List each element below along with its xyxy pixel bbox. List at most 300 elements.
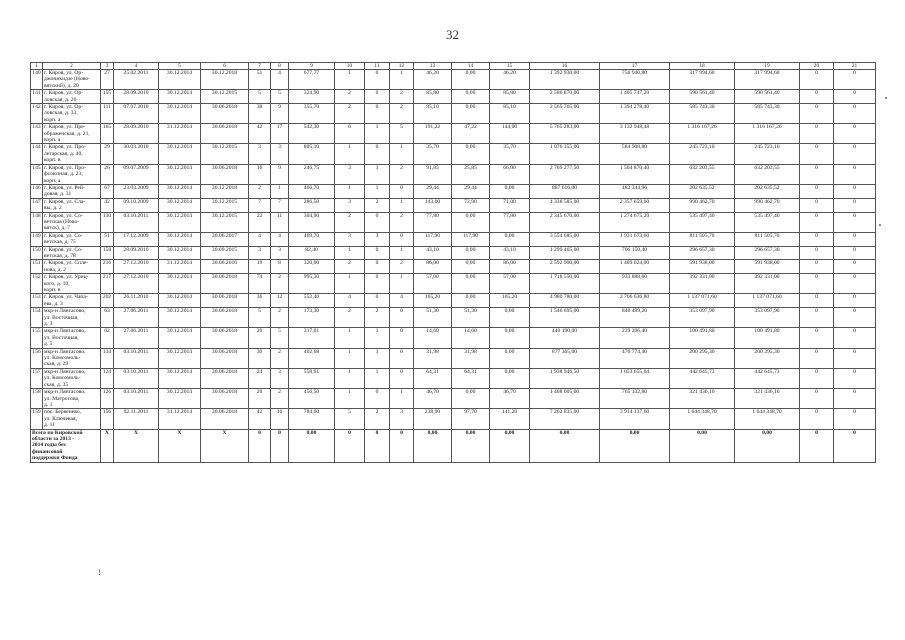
table-cell: 202 (101, 294, 114, 308)
table-cell: 157 (31, 368, 43, 388)
table-cell: 0 (365, 246, 390, 260)
table-cell: 811 505,70 (735, 232, 800, 246)
table-cell: 2 (365, 308, 390, 328)
table-cell: 31,98 (414, 348, 452, 368)
table-cell: 91,85 (414, 164, 452, 184)
total-cell: 0,00 (600, 429, 670, 462)
table-cell: 147 (31, 198, 43, 212)
column-number-cell: 12 (390, 63, 414, 70)
table-cell: 217 (101, 274, 114, 294)
table-cell: 2 (271, 389, 289, 409)
table-cell: 46,70 (414, 389, 452, 409)
table-cell: 3 (271, 368, 289, 388)
table-cell: 1 (365, 348, 390, 368)
table-cell: 1 546 695,00 (530, 308, 600, 328)
table-cell: 27.06.2011 (114, 328, 159, 348)
table-cell: 25.02.2011 (114, 70, 159, 90)
table-cell: 156 (31, 348, 43, 368)
column-number-cell: 17 (600, 63, 670, 70)
table-cell: 0 (365, 144, 390, 164)
table-cell: 1 409 024,00 (600, 260, 670, 274)
column-number-cell: 2 (43, 63, 101, 70)
table-cell: 0,00 (490, 232, 530, 246)
table-cell: 43,10 (490, 246, 530, 260)
table-cell: 9 (271, 104, 289, 124)
table-cell: 35,70 (414, 144, 452, 164)
table-cell: 0,00 (452, 274, 490, 294)
table-row (31, 70, 876, 90)
table-cell: 7 (249, 198, 271, 212)
table-cell: 0 (365, 104, 390, 124)
table-cell: 0 (834, 246, 876, 260)
table-cell: 124 (101, 368, 114, 388)
table-cell: 0 (800, 389, 834, 409)
table-cell: 35,70 (490, 144, 530, 164)
table-cell: 0,00 (452, 70, 490, 90)
address-cell: г. Киров, ул. Уриц- кого, д. 10, корп. в (43, 274, 101, 294)
table-cell: 30.12.2014 (159, 90, 201, 104)
table-cell: 0 (800, 308, 834, 328)
table-cell: 26 (101, 164, 114, 184)
table-row (31, 246, 876, 260)
table-cell: 202 635,52 (735, 184, 800, 198)
table-cell: 1 (365, 164, 390, 184)
table-cell: 85,80 (490, 90, 530, 104)
table-cell: 97,70 (452, 409, 490, 429)
table-cell: 09.10.2009 (114, 198, 159, 212)
table-cell: 165,20 (490, 294, 530, 308)
column-number-cell: 14 (452, 63, 490, 70)
table-cell: 0,00 (490, 308, 530, 328)
table-cell: 14,60 (452, 328, 490, 348)
table-row (31, 260, 876, 274)
table-cell: 1 931 673,60 (600, 232, 670, 246)
table-cell: 51 (249, 70, 271, 90)
table-cell: 20 (249, 389, 271, 409)
total-cell: 0 (365, 429, 390, 462)
table-cell: 1 408 005,00 (530, 389, 600, 409)
table-cell: 28.09.2010 (114, 246, 159, 260)
table-cell: 2 (271, 348, 289, 368)
table-cell: 4 (249, 232, 271, 246)
total-row (31, 429, 876, 462)
table-cell: 469,70 (289, 232, 335, 246)
table-cell: 86,00 (490, 260, 530, 274)
address-cell: мкр-н Лянгасово, ул. Матросова, д. 1 (43, 389, 101, 409)
table-cell: 51 (101, 232, 114, 246)
table-cell: 09.07.2009 (114, 164, 159, 184)
table-cell: 0 (365, 274, 390, 294)
table-cell: 0,00 (452, 294, 490, 308)
table-cell: 317,01 (289, 328, 335, 348)
table-cell: 165 (101, 124, 114, 144)
table-cell: 28.09.2010 (114, 90, 159, 104)
table-cell: 63 (101, 308, 114, 328)
table-cell: 0 (834, 274, 876, 294)
address-cell: мкр-н Лянгасово, ул. Восточная, д. 5 (43, 328, 101, 348)
table-cell: 155 (31, 328, 43, 348)
table-cell: 0 (390, 184, 414, 198)
table-cell: 143,00 (414, 198, 452, 212)
table-cell: 111 (101, 104, 114, 124)
table-cell: 840 499,20 (600, 308, 670, 328)
address-cell: г. Киров, ул. Со- ветская, д. 75 (43, 232, 101, 246)
table-cell: 535 497,40 (735, 212, 800, 232)
table-cell: 3 (271, 144, 289, 164)
table-cell: 0 (800, 124, 834, 144)
table-cell: 990 462,70 (670, 198, 735, 212)
table-cell: 887 616,00 (530, 184, 600, 198)
table-cell: 202 635,52 (670, 184, 735, 198)
table-row (31, 409, 876, 429)
table-cell: 117,90 (414, 232, 452, 246)
address-cell: г. Киров, ул. Про- фсоюзная, д. 23, корп. а (43, 164, 101, 184)
table-cell: 2 (249, 184, 271, 198)
table-cell: 3 (335, 164, 365, 184)
table-cell: 0 (800, 90, 834, 104)
table-row (31, 90, 876, 104)
table-cell: 3 (271, 246, 289, 260)
table-cell: 191,22 (414, 124, 452, 144)
table-cell: 158 (101, 246, 114, 260)
address-cell: г. Киров, ул. Спле- нова, д. 2 (43, 260, 101, 274)
table-cell: 30.06.2018 (201, 328, 249, 348)
table-cell: 0,00 (452, 104, 490, 124)
table-cell: 30.12.2014 (159, 368, 201, 388)
table-cell: 0 (800, 198, 834, 212)
table-cell: 30.12.2014 (159, 198, 201, 212)
table-cell: 1 (390, 389, 414, 409)
table-cell: 02.11.2011 (114, 409, 159, 429)
table-cell: 2 (335, 260, 365, 274)
table-cell: 3 (365, 232, 390, 246)
table-cell: 245 723,10 (735, 144, 800, 164)
table-cell: 156 (101, 409, 114, 429)
table-cell: 155 (101, 90, 114, 104)
table-cell: 245 723,10 (670, 144, 735, 164)
table-cell: 30.06.2018 (201, 164, 249, 184)
column-number-cell: 11 (365, 63, 390, 70)
table-cell: 1 938 946,50 (530, 368, 600, 388)
table-cell: 353 097,90 (735, 308, 800, 328)
column-number-cell: 8 (271, 63, 289, 70)
table-cell: 0 (834, 348, 876, 368)
table-cell: 1 (335, 328, 365, 348)
table-cell: 3 (249, 144, 271, 164)
table-cell: 30.12.2015 (201, 212, 249, 232)
table-cell: 03.10.2011 (114, 212, 159, 232)
total-cell: X (114, 429, 159, 462)
table-cell: 144,00 (490, 124, 530, 144)
table-cell: 2 (335, 212, 365, 232)
table-cell: 0 (800, 232, 834, 246)
table-cell: 134 (101, 348, 114, 368)
column-number-cell: 9 (289, 63, 335, 70)
table-cell: 238,90 (414, 409, 452, 429)
total-cell: 0 (249, 429, 271, 462)
table-cell: 23.03.2009 (114, 184, 159, 198)
table-row (31, 308, 876, 328)
table-cell: 0 (365, 260, 390, 274)
table-cell: 0 (800, 409, 834, 429)
table-cell: 57,00 (490, 274, 530, 294)
table-cell: 1 394 278,40 (600, 104, 670, 124)
table-cell: 29,44 (452, 184, 490, 198)
table-cell: 1 (271, 184, 289, 198)
table-cell: 0 (800, 144, 834, 164)
table-cell: 590 561,40 (735, 90, 800, 104)
table-cell: 30.06.2018 (201, 389, 249, 409)
address-cell: г. Киров, ул. Ор- джоникидзе (Ново- вятский), д. 20 (43, 70, 101, 90)
table-cell: 30.12.2014 (159, 294, 201, 308)
table-cell: 27.12.2010 (114, 274, 159, 294)
column-number-row (31, 63, 876, 70)
table-cell: 74 (249, 274, 271, 294)
table-cell: 4 (335, 294, 365, 308)
table-cell: 990 462,70 (735, 198, 800, 212)
scan-dot (885, 97, 887, 99)
table-cell: 100 491,80 (670, 328, 735, 348)
table-cell: 296 657,30 (735, 246, 800, 260)
table-cell: 30.12.2014 (159, 308, 201, 328)
table-cell: 1 (335, 368, 365, 388)
table-cell: 66,00 (490, 164, 530, 184)
scan-dot (879, 224, 881, 226)
table-cell: 0 (365, 212, 390, 232)
table-cell: 5 (335, 409, 365, 429)
table-cell: 0 (390, 348, 414, 368)
table-cell: 1 (335, 246, 365, 260)
table-cell: 440 190,00 (530, 328, 600, 348)
table-cell: 30.12.2018 (201, 70, 249, 90)
table-cell: 51,30 (414, 308, 452, 328)
table-cell: 0 (800, 368, 834, 388)
table-cell: 67 (101, 184, 114, 198)
table-cell: 30.06.2016 (201, 260, 249, 274)
table-cell: 2 586 870,00 (530, 90, 600, 104)
table-cell: 2 (390, 90, 414, 104)
table-cell: 30.06.2018 (201, 104, 249, 124)
table-cell: 38 (249, 104, 271, 124)
table-cell: 1 (335, 144, 365, 164)
table-cell: 1 (365, 368, 390, 388)
table-cell: 584 908,80 (600, 144, 670, 164)
table-row (31, 274, 876, 294)
table-cell: 130 (101, 212, 114, 232)
table-cell: 85,10 (490, 104, 530, 124)
table-cell: 321 436,10 (735, 389, 800, 409)
total-cell: 0,00 (530, 429, 600, 462)
table-cell: 30.12.2015 (201, 90, 249, 104)
table-cell: 0 (834, 328, 876, 348)
table-row (31, 104, 876, 124)
table-cell: 317 994,60 (735, 70, 800, 90)
table-cell: 317 994,60 (670, 70, 735, 90)
table-cell: 17.12.2009 (114, 232, 159, 246)
table-cell: 1 644 348,70 (670, 409, 735, 429)
table-cell: 5 765 283,00 (530, 124, 600, 144)
total-cell: 0,00 (452, 429, 490, 462)
total-cell: 0,00 (735, 429, 800, 462)
table-cell: 0,00 (452, 389, 490, 409)
table-cell: 47,22 (452, 124, 490, 144)
table-cell: 0 (834, 104, 876, 124)
table-cell: 28.09.2010 (114, 124, 159, 144)
table-cell: 17 (271, 124, 289, 144)
table-cell: 0 (800, 294, 834, 308)
table-cell: 64,31 (414, 368, 452, 388)
address-cell: мкр-н Лянгасово, ул. Комсомоль- ская, д. 35 (43, 368, 101, 388)
address-cell: г. Киров, ул. Сла- вы, д. 2 (43, 198, 101, 212)
table-cell: 466,70 (289, 184, 335, 198)
table-cell: 442 645,73 (670, 368, 735, 388)
table-cell: 1 076 355,00 (530, 144, 600, 164)
table-cell: 62 (101, 328, 114, 348)
margin-mark: ! (98, 568, 101, 577)
table-cell: 4 338 585,00 (530, 198, 600, 212)
table-cell: 2 (390, 260, 414, 274)
table-cell: 2 345 670,00 (530, 212, 600, 232)
table-cell: 591 938,00 (735, 260, 800, 274)
table-cell: 558,91 (289, 368, 335, 388)
table-cell: 150 (31, 246, 43, 260)
table-cell: 0 (390, 308, 414, 328)
table-cell: 141 (31, 90, 43, 104)
table-cell: 442 645,73 (735, 368, 800, 388)
table-cell: 0 (834, 409, 876, 429)
table-cell: 64,31 (452, 368, 490, 388)
table-cell: 154 (31, 308, 43, 328)
table-cell: 30.12.2015 (201, 144, 249, 164)
table-cell: 16 (249, 164, 271, 184)
table-cell: 2 (390, 104, 414, 124)
table-cell: 0 (834, 198, 876, 212)
table-cell: 30.12.2014 (159, 144, 201, 164)
address-cell: пос. Бервенево, ул. Ключевая, д. 11 (43, 409, 101, 429)
table-cell: 0 (800, 348, 834, 368)
table-cell: 765 132,80 (600, 389, 670, 409)
table-cell: 2 (271, 308, 289, 328)
table-cell: 200 295,30 (735, 348, 800, 368)
table-cell: 0 (834, 70, 876, 90)
table-cell: 30.06.2018 (201, 124, 249, 144)
table-cell: 03.10.2011 (114, 348, 159, 368)
table-cell: 46,20 (414, 70, 452, 90)
table-cell: 1 (335, 70, 365, 90)
table-cell: 304,90 (289, 212, 335, 232)
table-cell: 22 (249, 212, 271, 232)
table-cell: 3 (249, 246, 271, 260)
table-cell: 0 (365, 294, 390, 308)
table-cell: 30.12.2014 (159, 348, 201, 368)
table-cell: 0 (834, 308, 876, 328)
table-cell: 1 (365, 124, 390, 144)
table-cell: 46,70 (490, 389, 530, 409)
table-cell: 0 (800, 260, 834, 274)
table-cell: 1 137 071,60 (735, 294, 800, 308)
table-cell: 30.06.2017 (201, 232, 249, 246)
address-cell: г. Киров, ул. Со- ветская (Ново- вятск), д. 7 (43, 212, 101, 232)
table-cell: 552,40 (289, 294, 335, 308)
table-cell: 0 (834, 294, 876, 308)
table-cell: 756 940,80 (600, 70, 670, 90)
column-number-cell: 1 (31, 63, 43, 70)
table-cell: 3 132 948,48 (600, 124, 670, 144)
address-cell: г. Киров, ул. Пре- ображенская, д. 21, корп. а (43, 124, 101, 144)
table-cell: 1 (365, 328, 390, 348)
table-cell: 995,30 (289, 274, 335, 294)
table-cell: 9 (271, 164, 289, 184)
table-row (31, 198, 876, 212)
total-cell: 0,00 (670, 429, 735, 462)
total-cell: 0,00 (414, 429, 452, 462)
table-cell: 542,30 (289, 124, 335, 144)
table-cell: 0 (365, 90, 390, 104)
table-cell: 590 561,40 (670, 90, 735, 104)
table-cell: 1 (335, 274, 365, 294)
table-cell: 30.03.2010 (114, 144, 159, 164)
table-cell: 152 (31, 274, 43, 294)
table-cell: 31.12.2014 (159, 260, 201, 274)
table-cell: 0 (834, 232, 876, 246)
address-cell: г. Киров, ул. Про- летарская, д. 40, корп. в (43, 144, 101, 164)
table-cell: 321 436,10 (670, 389, 735, 409)
table-cell: 51,30 (452, 308, 490, 328)
table-cell: 2 592 900,00 (530, 260, 600, 274)
column-number-cell: 3 (101, 63, 114, 70)
table-cell: 324,90 (289, 90, 335, 104)
table-cell: 1 392 930,00 (530, 70, 600, 90)
table-cell: 0,00 (490, 184, 530, 198)
table-cell: 2 565 765,00 (530, 104, 600, 124)
table-cell: 0,00 (452, 144, 490, 164)
address-cell: г. Киров, ул. Рей- довая, д. 31 (43, 184, 101, 198)
table-cell: 5 (249, 308, 271, 328)
table-cell: 126 (101, 389, 114, 409)
table-cell: 1 (390, 70, 414, 90)
table-cell: 2 (335, 90, 365, 104)
table-cell: 5 (271, 328, 289, 348)
table-cell: 1 (390, 144, 414, 164)
table-cell: 145 (31, 164, 43, 184)
table-cell: 72,90 (452, 198, 490, 212)
total-cell: 0,00 (289, 429, 335, 462)
table-cell: 77,80 (414, 212, 452, 232)
table-cell: 30.12.2014 (159, 274, 201, 294)
table-cell: 30 (249, 348, 271, 368)
table-cell: 811 505,70 (670, 232, 735, 246)
table-cell: 1 (335, 348, 365, 368)
total-cell: X (101, 429, 114, 462)
address-cell: мкр-н Лянгасово, ул. Комсомоль- ская, д. 29 (43, 348, 101, 368)
table-cell: 2 (390, 164, 414, 184)
table-cell: 30.12.2014 (159, 389, 201, 409)
table-cell: 591 938,00 (670, 260, 735, 274)
total-cell: 0 (834, 429, 876, 462)
table-cell: 29 (101, 144, 114, 164)
column-number-cell: 18 (670, 63, 735, 70)
table-cell: 0,00 (490, 368, 530, 388)
table-cell: 2 357 659,60 (600, 198, 670, 212)
table-cell: 07.07.2010 (114, 104, 159, 124)
table-cell: 1 274 675,20 (600, 212, 670, 232)
total-cell: X (159, 429, 201, 462)
table-cell: 71,00 (490, 198, 530, 212)
table-row (31, 184, 876, 198)
address-cell: г. Киров, ул. Со- ветская, д. 78 (43, 246, 101, 260)
table-cell: 392 331,00 (670, 274, 735, 294)
column-number-cell: 19 (735, 63, 800, 70)
